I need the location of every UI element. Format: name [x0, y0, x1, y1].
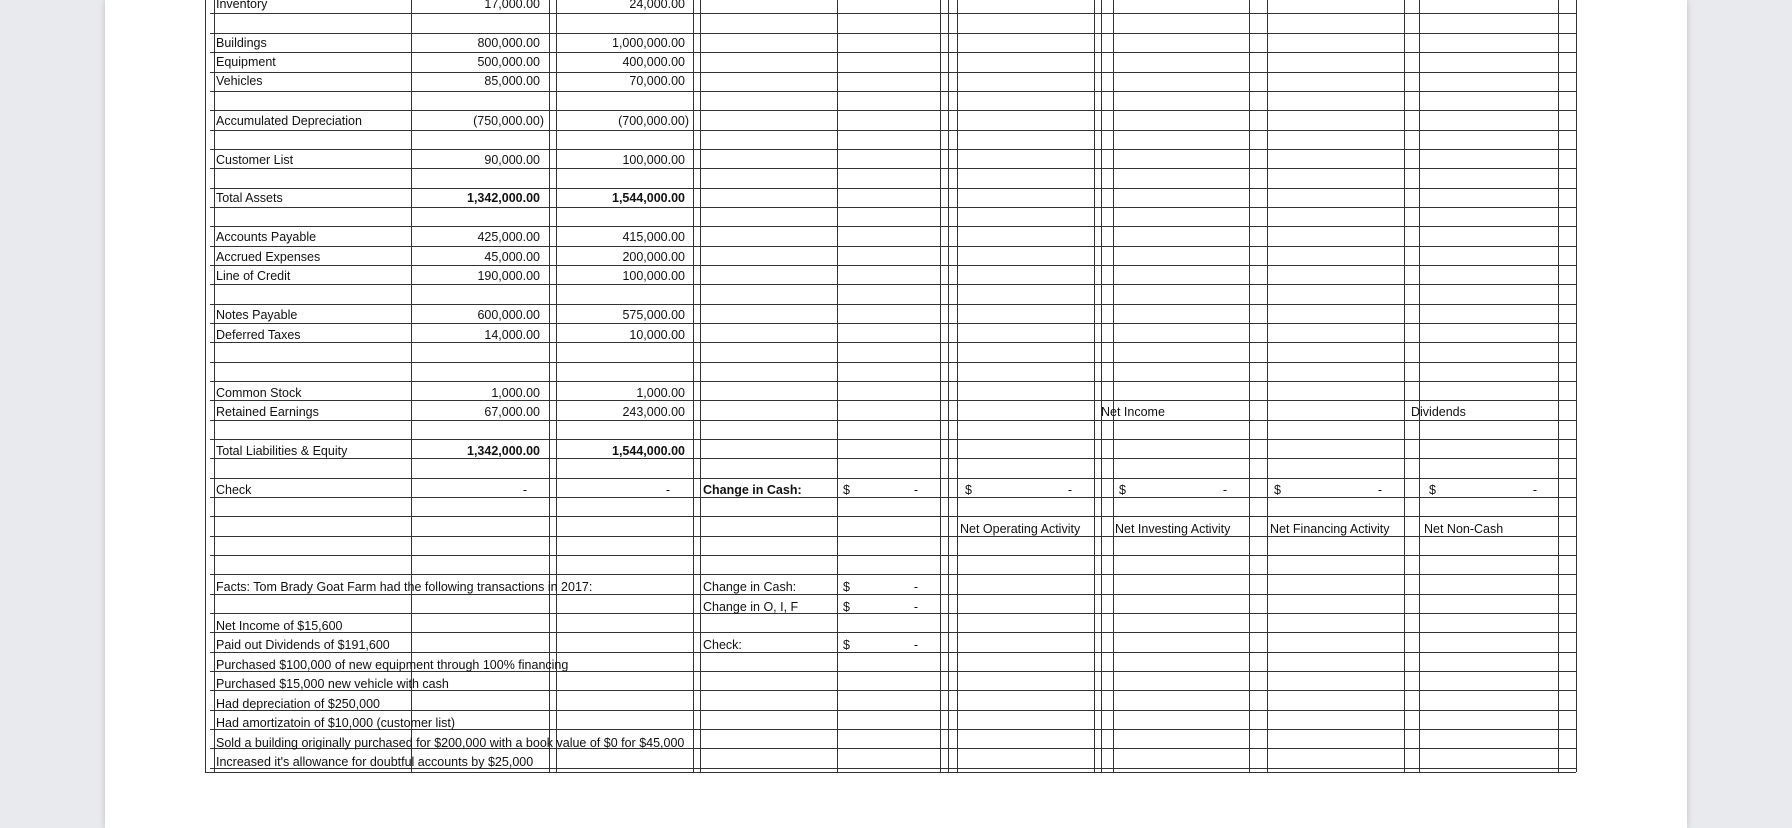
- row-label: Vehicles: [216, 74, 263, 88]
- cell-value: 415,000.00: [622, 230, 685, 244]
- cell-value: 600,000.00: [477, 308, 540, 322]
- fact-item: Purchased $15,000 new vehicle with cash: [216, 677, 449, 691]
- dollar-sign: $: [1274, 483, 1281, 497]
- cell-value: (750,000.00): [473, 114, 544, 128]
- cell-value: 14,000.00: [484, 328, 540, 342]
- row-label: Inventory: [216, 0, 268, 11]
- summary-value: -: [913, 600, 918, 614]
- row-label: Retained Earnings: [216, 405, 319, 419]
- cell-value: 90,000.00: [484, 153, 540, 167]
- cell-value: 10,000.00: [629, 328, 685, 342]
- fact-item: Sold a building originally purchased for $200,000 with a book value of $0 for $45,000: [216, 736, 685, 750]
- summary-label: Change in O, I, F: [703, 600, 799, 614]
- cell-value: 70,000.00: [629, 74, 685, 88]
- net-investing-activity-label: Net Investing Activity: [1115, 522, 1231, 536]
- dollar-sign: $: [1119, 483, 1126, 497]
- cell-value: 575,000.00: [622, 308, 685, 322]
- cell-value: 425,000.00: [477, 230, 540, 244]
- cell-value: 85,000.00: [484, 74, 540, 88]
- cell-value: 100,000.00: [622, 153, 685, 167]
- dollar-sign: $: [843, 600, 850, 614]
- summary-value: -: [913, 638, 918, 652]
- cell-value: 17,000.00: [484, 0, 540, 11]
- row-label: Common Stock: [216, 386, 302, 400]
- cash-value: -: [1222, 483, 1227, 497]
- row-label: Total Assets: [216, 191, 283, 205]
- cell-value: 243,000.00: [622, 405, 685, 419]
- total-liabilities-equity-value: 1,544,000.00: [612, 444, 685, 458]
- row-label: Accumulated Depreciation: [216, 114, 362, 128]
- cell-value: 67,000.00: [484, 405, 540, 419]
- cash-value: -: [1532, 483, 1537, 497]
- row-label: Accounts Payable: [216, 230, 317, 244]
- cell-value: 800,000.00: [477, 36, 540, 50]
- row-label: Line of Credit: [216, 269, 291, 283]
- summary-label: Change in Cash:: [703, 580, 797, 594]
- dollar-sign: $: [965, 483, 972, 497]
- fact-item: Increased it's allowance for doubtful accounts by $25,000: [216, 755, 534, 769]
- cell-value: (700,000.00): [618, 114, 689, 128]
- net-financing-activity-label: Net Financing Activity: [1270, 522, 1390, 536]
- dollar-sign: $: [843, 580, 850, 594]
- dollar-sign: $: [1429, 483, 1436, 497]
- net-non-cash-label: Net Non-Cash: [1424, 522, 1504, 536]
- row-label: Buildings: [216, 36, 267, 50]
- cell-value: 100,000.00: [622, 269, 685, 283]
- row-label: Notes Payable: [216, 308, 298, 322]
- dollar-sign: $: [843, 638, 850, 652]
- change-in-cash-label: Change in Cash:: [703, 483, 802, 497]
- check-value: -: [522, 483, 527, 497]
- dividends-header: Dividends: [1411, 405, 1466, 419]
- facts-heading: Facts: Tom Brady Goat Farm had the following transactions in 2017:: [216, 580, 593, 594]
- cell-value: 1,000.00: [491, 386, 540, 400]
- row-label: Check: [216, 483, 252, 497]
- total-assets-value: 1,544,000.00: [612, 191, 685, 205]
- cell-value: 1,000,000.00: [612, 36, 685, 50]
- row-label: Equipment: [216, 55, 276, 69]
- fact-item: Had amortizatoin of $10,000 (customer list): [216, 716, 455, 730]
- cell-value: 190,000.00: [477, 269, 540, 283]
- dollar-sign: $: [843, 483, 850, 497]
- cell-value: 24,000.00: [629, 0, 685, 11]
- cash-value: -: [913, 483, 918, 497]
- cell-value: 1,000.00: [636, 386, 685, 400]
- cell-value: 500,000.00: [477, 55, 540, 69]
- summary-value: -: [913, 580, 918, 594]
- fact-item: Had depreciation of $250,000: [216, 697, 381, 711]
- cell-value: 200,000.00: [622, 250, 685, 264]
- row-label: Accrued Expenses: [216, 250, 321, 264]
- total-assets-value: 1,342,000.00: [467, 191, 540, 205]
- net-income-header: Net Income: [1101, 405, 1165, 419]
- row-label: Customer List: [216, 153, 294, 167]
- summary-label: Check:: [703, 638, 742, 652]
- cell-value: 400,000.00: [622, 55, 685, 69]
- cash-value: -: [1067, 483, 1072, 497]
- cell-value: 45,000.00: [484, 250, 540, 264]
- row-label: Total Liabilities & Equity: [216, 444, 348, 458]
- fact-item: Purchased $100,000 of new equipment through 100% financing: [216, 658, 569, 672]
- total-liabilities-equity-value: 1,342,000.00: [467, 444, 540, 458]
- net-operating-activity-label: Net Operating Activity: [960, 522, 1081, 536]
- row-label: Deferred Taxes: [216, 328, 301, 342]
- fact-item: Net Income of $15,600: [216, 619, 343, 633]
- cash-value: -: [1377, 483, 1382, 497]
- fact-item: Paid out Dividends of $191,600: [216, 638, 390, 652]
- check-value: -: [665, 483, 670, 497]
